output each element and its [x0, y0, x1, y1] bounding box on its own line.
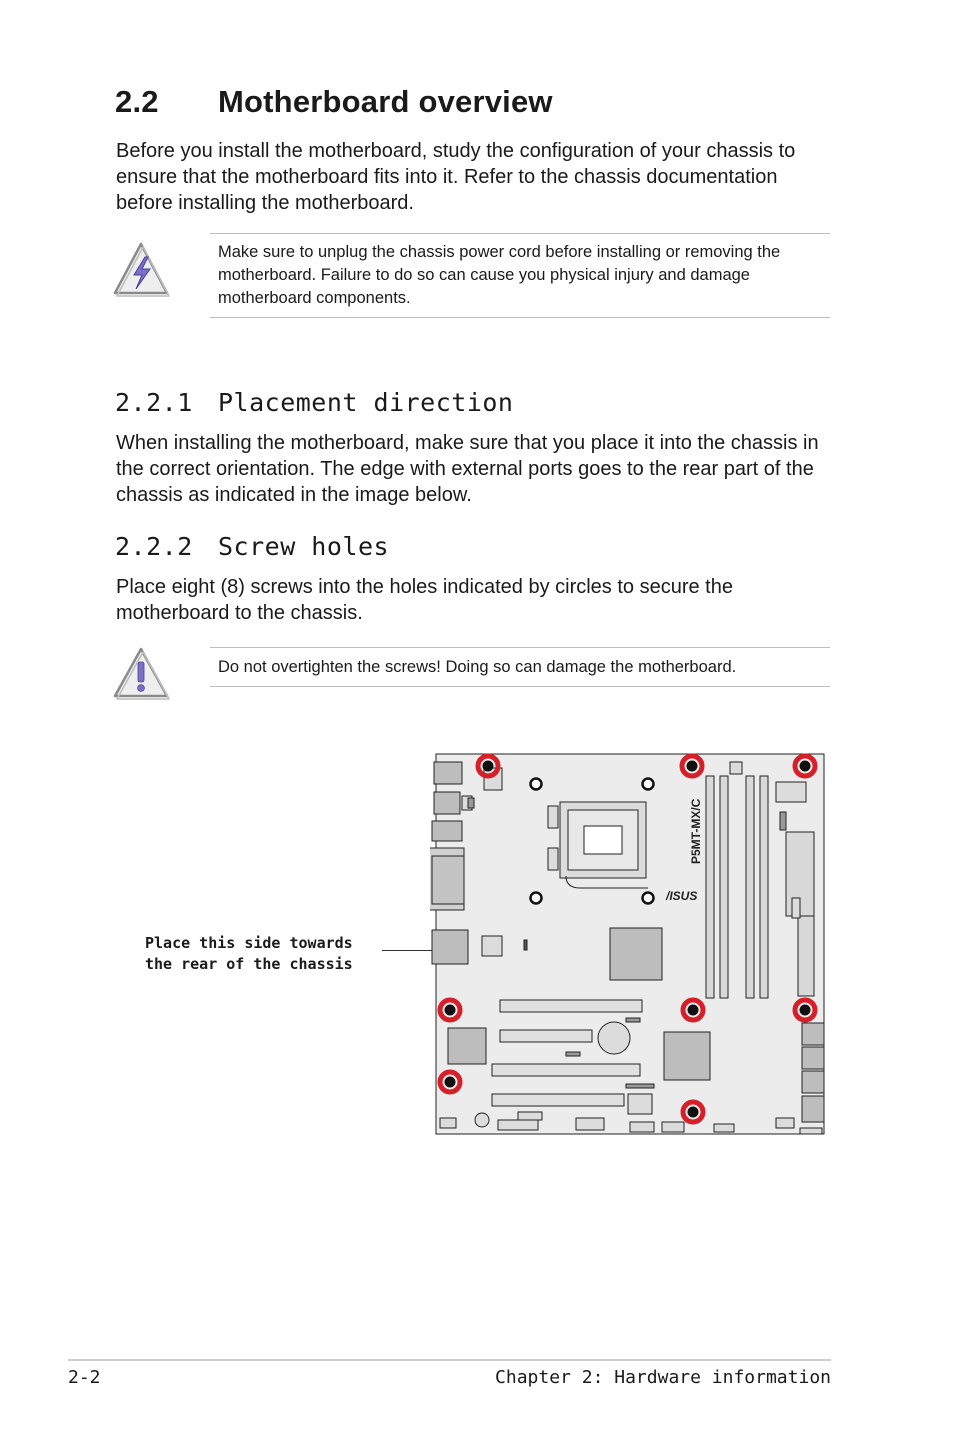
- rear-side-callout: [145, 933, 353, 975]
- dimm-slot-a1: [706, 776, 714, 998]
- placement-title: Placement direction: [218, 388, 514, 417]
- chapter-title: Chapter 2: Hardware information: [495, 1367, 831, 1388]
- ps2-port: [434, 762, 462, 784]
- caution-note-text: Do not overtighten the screws! Doing so can damage the motherboard.: [218, 658, 737, 676]
- sata-3: [802, 1071, 824, 1093]
- audio-codec: [448, 1028, 486, 1064]
- screws-number: 2.2.2: [115, 532, 193, 561]
- board-model-label: P5MT-MX/C: [689, 798, 703, 864]
- pci-slot-2: [492, 1064, 640, 1076]
- placement-paragraph: When installing the motherboard, make sure that you place it into the chassis in the correct orientation. The edge with external ports goes to the rear part of the chassis as indicated in the image below.: [116, 432, 819, 506]
- screws-paragraph: Place eight (8) screws into the holes indicated by circles to secure the motherboard to the chassis.: [116, 576, 733, 624]
- footer-rule: [68, 1359, 831, 1361]
- warning-note: [210, 233, 830, 318]
- northbridge-chip: [610, 928, 662, 980]
- exclamation-caution-icon: [112, 646, 170, 700]
- page-number: 2-2: [68, 1367, 101, 1388]
- dimm-slot-a2: [720, 776, 728, 998]
- section-title: [115, 84, 553, 120]
- pcie-x1-slot: [492, 1094, 624, 1106]
- dimm-slot-b2: [760, 776, 768, 998]
- pci-slot-1: [500, 1030, 592, 1042]
- ide-connector: [798, 916, 814, 996]
- lightning-warning-icon: [112, 241, 170, 297]
- audio-ports: [432, 930, 468, 964]
- callout-line-2: the rear of the chassis: [145, 955, 353, 973]
- placement-number: 2.2.1: [115, 388, 193, 417]
- callout-leader-line: [382, 950, 434, 951]
- sata-4: [802, 1096, 824, 1122]
- screws-heading: [115, 532, 389, 561]
- sata-1: [802, 1023, 824, 1045]
- serial-port: [432, 821, 462, 841]
- brand-logo: /ISUS: [666, 889, 698, 903]
- callout-line-1: Place this side towards: [145, 934, 353, 952]
- dimm-slot-b1: [746, 776, 754, 998]
- pcie-x16-slot: [500, 1000, 642, 1012]
- southbridge-chip: [664, 1032, 710, 1080]
- screws-title: Screw holes: [218, 532, 390, 561]
- usb-ports-1: [434, 792, 460, 814]
- placement-heading: [115, 388, 513, 417]
- cmos-battery: [598, 1022, 630, 1054]
- sata-2: [802, 1047, 824, 1069]
- caution-note: [210, 647, 830, 687]
- motherboard-diagram: [430, 748, 830, 1140]
- cpu-fan-header: [776, 782, 806, 802]
- section-title-text: Motherboard overview: [218, 84, 553, 119]
- warning-note-text: Make sure to unplug the chassis power cord before installing or removing the motherboard. Failure to do so can cause you physical injury and damage motherboard components.: [218, 243, 781, 307]
- intro-paragraph: Before you install the motherboard, study the configuration of your chassis to ensure that the motherboard fits into it. Refer to the chassis documentation before installing the motherboard.: [116, 140, 796, 214]
- section-number: 2.2: [115, 84, 159, 119]
